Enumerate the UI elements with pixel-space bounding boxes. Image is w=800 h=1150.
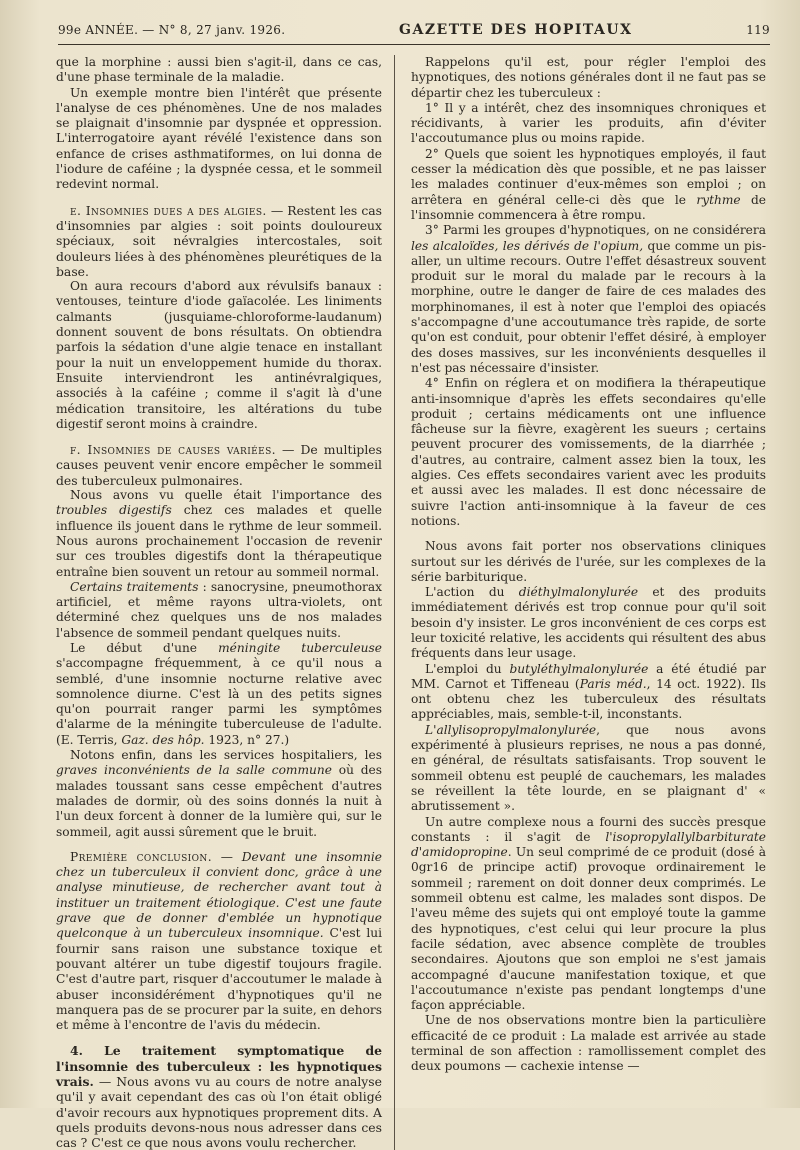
text-run: — xyxy=(211,849,242,864)
conclusion-title: Première conclusion. xyxy=(70,849,212,864)
italic-run: méningite tuberculeuse xyxy=(218,640,382,655)
text-run: et des produits immédiatement dérivés est trop connue pour qu'il soit besoin d'y insister. Le gros inconvénient de ces corps est leur toxicité relative, les accidents qui résultent des abus fréquents dans leur usage. xyxy=(411,585,767,661)
section-e-heading xyxy=(56,203,382,279)
section-title: f. Insomnies de causes variées. xyxy=(70,442,277,458)
text-run: 1923, n° 27.) xyxy=(204,732,290,747)
text-run: 2° Quels que soient les hypnotiques employés, il faut cesser la médication dès que possible, et ne pas laisser les malades continuer d'eux-mêmes son emploi ; on arrêtera en général celle-ci dès que le xyxy=(411,146,766,207)
text-run: . Un seul comprimé de ce produit (dosé à 0gr16 de principe actif) provoque ordinairement le sommeil ; rarement on doit donner deux comprimés. Le sommeil obtenu est calme, les malades sont dispos. De l'aveu même des sujets qui ont employé toute la gamme des hypnotiques, c'est celui qui leur procure la plus facile sédation, avec absence complète de troubles secondaires. Ajoutons que son emploi ne s'est jamais accompagné d'aucune manifestation toxique, et que l'accoutumance n'existe pas pendant longtemps d'une façon appréciable. xyxy=(411,845,766,1013)
text-run: 3° Parmi les groupes d'hypnotiques, on ne considérera xyxy=(425,223,766,238)
paragraph xyxy=(56,488,382,580)
left-column xyxy=(56,55,394,1150)
section-title: 4. Le traitement symptomatique de l'insomnie des tuberculeux : les hypnotiques vrais. xyxy=(56,1043,382,1089)
italic-run: graves inconvénients de la salle commune xyxy=(56,763,332,778)
paragraph xyxy=(411,223,766,376)
text-run: a été étudié par MM. Carnot et Tiffeneau ( xyxy=(411,661,766,691)
text-run: Le début d'une xyxy=(70,640,219,655)
paragraph: 1° Il y a intérêt, chez des insomniques chroniques et récidivants, à varier les produits, afin d'éviter l'accoutumance plus ou moins rapide. xyxy=(411,100,766,146)
italic-run: Certains traitements xyxy=(70,579,199,594)
text-run: , 14 oct. 1922). Ils ont obtenu chez les tuberculeux des résultats appréciables, mais, semble-t-il, inconstants. xyxy=(411,676,766,722)
section-title: e. Insomnies dues a des algies. xyxy=(70,202,267,218)
paragraph: Nous avons fait porter nos observations cliniques surtout sur les dérivés de l'urée, sur les complexes de la série barbiturique. xyxy=(411,539,766,584)
paragraph xyxy=(56,748,382,840)
italic-run: Devant une insomnie chez un tuberculeux il convient donc, grâce à une analyse minutieuse, de rechercher avant tout à instituer un traitement étiologique. C'est une faute grave que de donner d'emblée un hypnotique quelconque à un tuberculeux insomnique. xyxy=(56,849,382,941)
text-run: où des malades toussant sans cesse empêchent d'autres malades de dormir, où des soins donnés la nuit à l'un deux forcent à donner de la lumière qui, sur le sommeil, agit aussi sûrement que le bruit. xyxy=(56,763,382,839)
paragraph: Rappelons qu'il est, pour régler l'emploi des hypnotiques, des notions générales dont il ne faut pas se départir chez les tuberculeux : xyxy=(411,55,766,100)
text-run: L'action du xyxy=(425,585,519,600)
text-run: s'accompagne fréquemment, à ce qu'il nous a semblé, d'une insomnie nocturne relative avec somnolence diurne. C'est là un des petits signes qu'on pourrait ranger parmi les symptômes d'alarme de la méningite tuberculeuse de l'adulte. (E. Terris, xyxy=(56,656,382,747)
paragraph: Un exemple montre bien l'intérêt que présente l'analyse de ces phénomènes. Une de nos malades se plaignait d'insomnie par dyspnée et oppression. L'interrogatoire ayant révélé l'existence dans son enfance de crises asthmatiformes, on lui donna de l'iodure de caféine ; la dyspnée cessa, et le sommeil redevint normal. xyxy=(56,85,382,192)
text-run: : sanocrysine, pneumothorax artificiel, et même rayons ultra-violets, ont déterminé chez quelques uns de nos malades l'absence de sommeil pendant quelques nuits. xyxy=(56,579,383,640)
issue-info: 99e ANNÉE. — N° 8, 27 janv. 1926. xyxy=(58,23,286,37)
text-run: , que nous avons expérimenté à plusieurs reprises, ne nous a pas donné, en général, de résultats satisfaisants. Trop souvent le sommeil obtenu est peuplé de cauchemars, les malades se réveillent la tête lourde, en se plaignant d' « abrutissement ». xyxy=(411,722,766,814)
paragraph xyxy=(411,585,766,661)
paragraph: Une de nos observations montre bien la particulière efficacité de ce produit : La malade est arrivée au stade terminal de son affection : ramollissement complet des deux poumons — cachexie intense — xyxy=(411,1013,766,1074)
paragraph xyxy=(411,147,766,223)
paragraph xyxy=(411,723,766,815)
text-columns xyxy=(56,55,770,1150)
italic-run: Paris méd. xyxy=(579,676,647,691)
paragraph xyxy=(56,641,382,748)
text-run: C'est lui fournir sans raison une substance toxique et pouvant altérer un tube digestif toujours fragile. C'est d'autre part, risquer d'accoutumer le malade à abuser inconsidérément d'hypnotiques qu'il ne manquera pas de se procurer par la suite, en dehors et même à l'encontre de l'avis du médecin. xyxy=(56,926,383,1033)
text-run: Un autre complexe nous a fourni des succès presque constants : il s'agit de xyxy=(411,814,766,844)
text-run: chez ces malades et quelle influence ils jouent dans le rythme de leur sommeil. Nous aurons prochainement l'occasion de revenir sur ces troubles digestifs dont la thérapeutique entraîne bien souvent un retour au sommeil normal. xyxy=(56,503,382,579)
text-run: L'emploi du xyxy=(425,661,510,676)
italic-run: l'isopropylallylbarbiturate d'amidopropine xyxy=(411,829,766,860)
section-4-heading xyxy=(56,1043,382,1150)
italic-run: rythme xyxy=(696,192,741,207)
paragraph xyxy=(411,662,766,723)
text-run: Notons enfin, dans les services hospitaliers, les xyxy=(70,748,382,763)
text-run: de l'insomnie commencera à être rompu. xyxy=(411,192,767,222)
paragraph xyxy=(56,580,382,641)
paragraph: 4° Enfin on réglera et on modifiera la thérapeutique anti-insomnique d'après les effets secondaires qu'elle produit ; certains médicaments ont une influence fâcheuse sur la fièvre, exagèrent les sueurs ; certains peuvent procurer des vomissements, de la diarrhée ; d'autres, au contraire, calment assez bien la toux, les algies. Ces effets secondaires varient avec les produits et aussi avec les malades. Il est donc nécessaire de suivre l'action anti-insomnique à la faveur de ces notions. xyxy=(411,376,766,528)
text-run: que comme un pis-aller, un ultime recours. Outre l'effet désastreux souvent produit sur le moral du malade par le recours à la morphine, outre le danger de faire de ces malades des morphinomanes, il est à noter que l'emploi des opiacés s'accompagne d'une accoutumance très rapide, de sorte qu'on est conduit, pour obtenir l'effet désiré, à employer des doses massives, sur les inconvénients desquelles il n'est pas nécessaire d'insister. xyxy=(411,238,766,375)
italic-run: L'allylisopropylmalonylurée xyxy=(425,722,597,737)
section-text: — Restent les cas d'insomnies par algies : soit points douloureux spéciaux, soit névralgies intercostales, soit douleurs liées à des phénomènes pleurétiques de la base. xyxy=(56,202,383,279)
right-column xyxy=(394,55,766,1150)
italic-run: Gaz. des hôp. xyxy=(121,732,205,747)
section-text: — Nous avons vu au cours de notre analyse qu'il y avait cependant des cas où l'on était obligé d'avoir recours aux hypnotiques proprement dits. A quels produits devons-nous nous adresser dans ces cas ? C'est ce que nous avons voulu rechercher. xyxy=(56,1074,382,1150)
section-text: — De multiples causes peuvent venir encore empêcher le sommeil des tuberculeux pulmonaires. xyxy=(56,442,382,488)
journal-title: GAZETTE DES HOPITAUX xyxy=(399,22,633,38)
section-f-heading xyxy=(56,442,382,488)
paragraph: que la morphine : aussi bien s'agit-il, dans ce cas, d'une phase terminale de la maladie. xyxy=(56,55,382,85)
text-run: Nous avons vu quelle était l'importance des xyxy=(70,488,382,503)
page-number: 119 xyxy=(746,23,770,37)
page-header xyxy=(58,22,770,45)
conclusion-paragraph xyxy=(56,850,382,1034)
paragraph: On aura recours d'abord aux révulsifs banaux : ventouses, teinture d'iode gaïacolée. Les liniments calmants (jusquiame-chloroforme-laudanum) donnent souvent de bons résultats. On obtiendra parfois la sédation d'une algie tenace en installant pour la nuit un enveloppement humide du thorax. Ensuite interviendront les antinévralgiques, associés à la caféine ; comme il s'agit là d'une médication transitoire, les altérations du tube digestif seront moins à craindre. xyxy=(56,279,382,431)
italic-run: diéthylmalonylurée xyxy=(518,585,639,600)
italic-run: les alcaloïdes, les dérivés de l'opium, xyxy=(411,238,644,253)
italic-run: butyléthylmalonylurée xyxy=(509,661,649,676)
paragraph xyxy=(411,815,766,1014)
italic-run: troubles digestifs xyxy=(56,503,172,518)
